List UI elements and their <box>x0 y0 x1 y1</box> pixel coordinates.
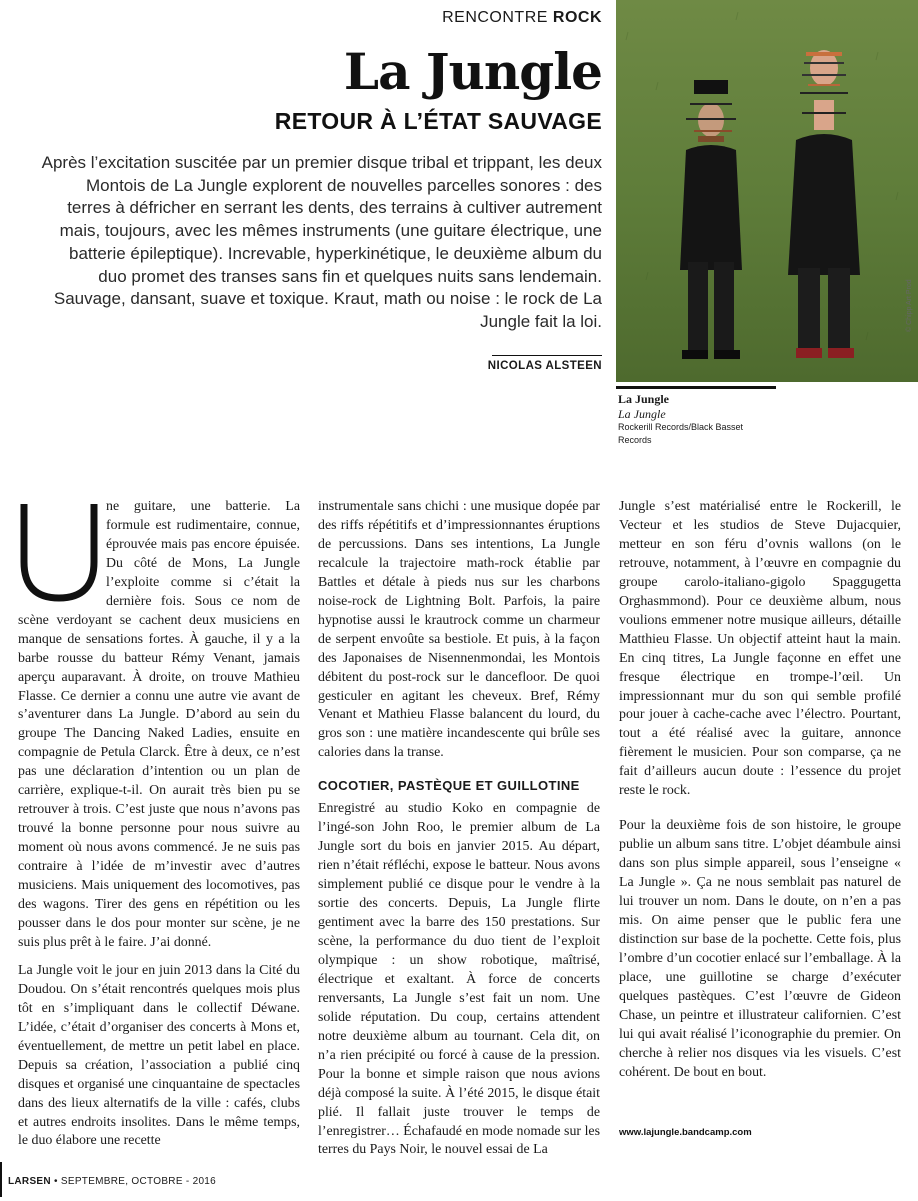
section-label-bold: ROCK <box>552 9 602 26</box>
dropcap-letter <box>18 500 100 604</box>
album-artist: La Jungle <box>618 392 670 406</box>
paragraph: Jungle s’est matérialisé entre le Rockerill, le Vecteur et les studios de Steve Dujacquier, metteur en son féru d’ovnis wallons (on le retrouve, notamment, à l’œuvre en compagnie du groupe carolo-italiano-gigolo Spaggugetta Orghasmmond). Pour ce deuxième album, nous voulions emmener notre musique ailleurs, détaille Matthieu Flasse. Un objectif atteint haut la main. En cinq titres, La Jungle façonne en effet une fresque électrique en trompe-l’œil. Un impressionnant mur du son qui semble profilé pour jouer à cache-cache avec l’électro. Pourtant, tout a été réalisé avec la guitare, annonce fièrement le musicien. Pour son comparse, ça ne fait d’ailleurs aucun doute : l’essence du projet reste le rock. <box>619 499 901 799</box>
footer-bar <box>0 1162 2 1197</box>
photo-credit: © Chipp Art Prod <box>906 279 913 332</box>
album-title: La Jungle <box>618 407 666 421</box>
page-title: La Jungle <box>343 42 602 101</box>
issue-date: SEPTEMBRE, OCTOBRE - 2016 <box>60 1176 217 1187</box>
page-subtitle: RETOUR À L’ÉTAT SAUVAGE <box>274 108 602 134</box>
paragraph: Pour la deuxième fois de son histoire, le groupe publie un album sans titre. L’objet déambule ainsi dans son plus simple appareil, sous l’enseigne « La Jungle ». Ça ne nous semblait pas naturel de lui trouver un nom. Dans le doute, on n’en a pas mis. On aime penser que le public fera une distinction sur base de la pochette. Cette fois, plus l’ombre d’un cocotier enlacé sur l’emballage. À la place, une guillotine se charge d’exécuter quelques pastèques. C’est l’œuvre de Gideon Chase, un peintre et illustrateur californien. C’est lui qui avait réalisé l’iconographie du premier. On cherche à relier nos disques via les visuels. C’est cohérent. De bout en bout. <box>619 818 901 1080</box>
dropcap-text: U <box>18 500 19 501</box>
bandcamp-link[interactable]: www.lajungle.bandcamp.com <box>619 1127 752 1138</box>
footer: LARSEN • SEPTEMBRE, OCTOBRE - 2016 <box>8 1176 217 1187</box>
author-byline: NICOLAS ALSTEEN <box>487 360 602 372</box>
section-label <box>300 9 602 27</box>
paragraph: instrumentale sans chichi : une musique dopée par des riffs répétitifs et d’impressionnantes éruptions de percussions. Dans ses intentions, La Jungle recalcule la trajectoire math-rock établie par Battles et détale à pieds nus sur les charbons noise-rock de Lightning Bolt. Parfois, la paire hypnotise aussi le krautrock comme un charmeur de serpent envoûte sa bestiole. Et puis, à la façon des Japonaises de Nisennenmondai, les Montois débitent du post-rock sur le dancefloor. De quoi gesticuler en agitant les cheveux. Bref, Rémy Venant et Mathieu Flasse balancent du lourd, du gros son : une matière incandescente qui brûle ses calories dans la transe. <box>318 499 600 761</box>
lede-paragraph: Après l’excitation suscitée par un premier disque tribal et trippant, les deux Montois de La Jungle explorent de nouvelles parcelles sonores : des terres à défricher en serrant les dents, des terrains à cultiver autrement mais, toujours, avec les mêmes instruments (une guitare électrique, une batterie épileptique). Increvable, hyperkinétique, le deuxième album du duo promet des transes sans fin et quelques nuits sans lendemain. Sauvage, dansant, suave et toxique. Kraut, math ou noise : le rock de La Jungle fait la loi. <box>41 153 602 331</box>
section-subheading: COCOTIER, PASTÈQUE ET GUILLOTINE <box>318 778 580 794</box>
paragraph: La Jungle voit le jour en juin 2013 dans la Cité du Doudou. On s’était rencontrés quelques mois plus tôt en s’impliquant dans le collectif Déwane. L’idée, c’était d’organiser des concerts à Mons et, éventuellement, de mettre un petit label en place. Depuis sa création, l’association a publié cinq disques et organisé une cinquantaine de spectacles dans des lieux alternatifs de la ville : cafés, clubs et autres endroits insolites. Dans le même temps, le duo élabore une recette <box>18 962 300 1149</box>
byline-rule <box>492 355 602 356</box>
album-label: Rockerill Records/Black Basset Records <box>618 422 744 445</box>
paragraph: Enregistré au studio Koko en compagnie de l’ingé-son John Roo, le premier album de La Jungle sort du bois en janvier 2015. Au départ, rien n’était réfléchi, expose le batteur. Nous avons simplement publié ce disque pour le vendre à la sortie des concerts. Depuis, La Jungle flirte gentiment avec la barre des 150 prestations. Sur scène, la performance du duo tient de l’exploit olympique : un show robotique, maîtrisé, électrique et exaltant. À force de concerts renversants, La Jungle s’est fait un nom. Une solide réputation. Du coup, certains attendent notre deuxième album au tournant. Cela dit, on n’a rien précipité ou forcé à cause de la pression. Pour la bonne et simple raison que nous avions déjà composé la suite. À l’été 2015, le disque était plié. Il fallait juste trouver le temps de l’enregistrer… Échafaudé en mode nomade sur les terres du Pays Noir, le nouvel essai de La <box>318 801 600 1158</box>
band-photo <box>616 0 918 382</box>
section-label-light: RENCONTRE <box>442 9 548 26</box>
article-column-1 <box>18 498 300 1151</box>
paragraph: ne guitare, une batterie. La formule est rudimentaire, connue, éprouvée mais pas encore épuisée. Du côté de Mons, La Jungle l’exploite comme si c’était la dernière fois. Sous ce nom de scène verdoyant se cachent deux musiciens en manque de sensations fortes. À gauche, il y a la barbe rousse du batteur Rémy Venant, jamais aperçu auparavant. À droite, on trouve Mathieu Flasse. Ce dernier a connu une autre vie avant de s’aventurer dans La Jungle. D’abord au sein du groupe The Dancing Naked Ladies, ensuite en compagnie de Petula Clarck. Être à deux, ce n’est pas une déclaration d’intention ou un plan de carrière, explique-t-il. On aurait très bien pu se retrouver à trois. C’est juste que nous n’avons pas trouvé la bonne personne pour nous suivre au moment où nous avons commencé. Je ne suis pas contraire à l’idée de m’investir avec d’autres musiciens. Mais uniquement des locomotives, pas des wagons. Tirer des gens en répétition ou les pousser dans le dos pour monter sur scène, je ne suis plus prêt à le faire. J’ai donné. <box>18 499 300 950</box>
article-column-2 <box>318 498 600 1160</box>
article-column-3 <box>619 498 901 1083</box>
album-rule <box>616 386 776 389</box>
magazine-name: LARSEN <box>8 1176 51 1187</box>
